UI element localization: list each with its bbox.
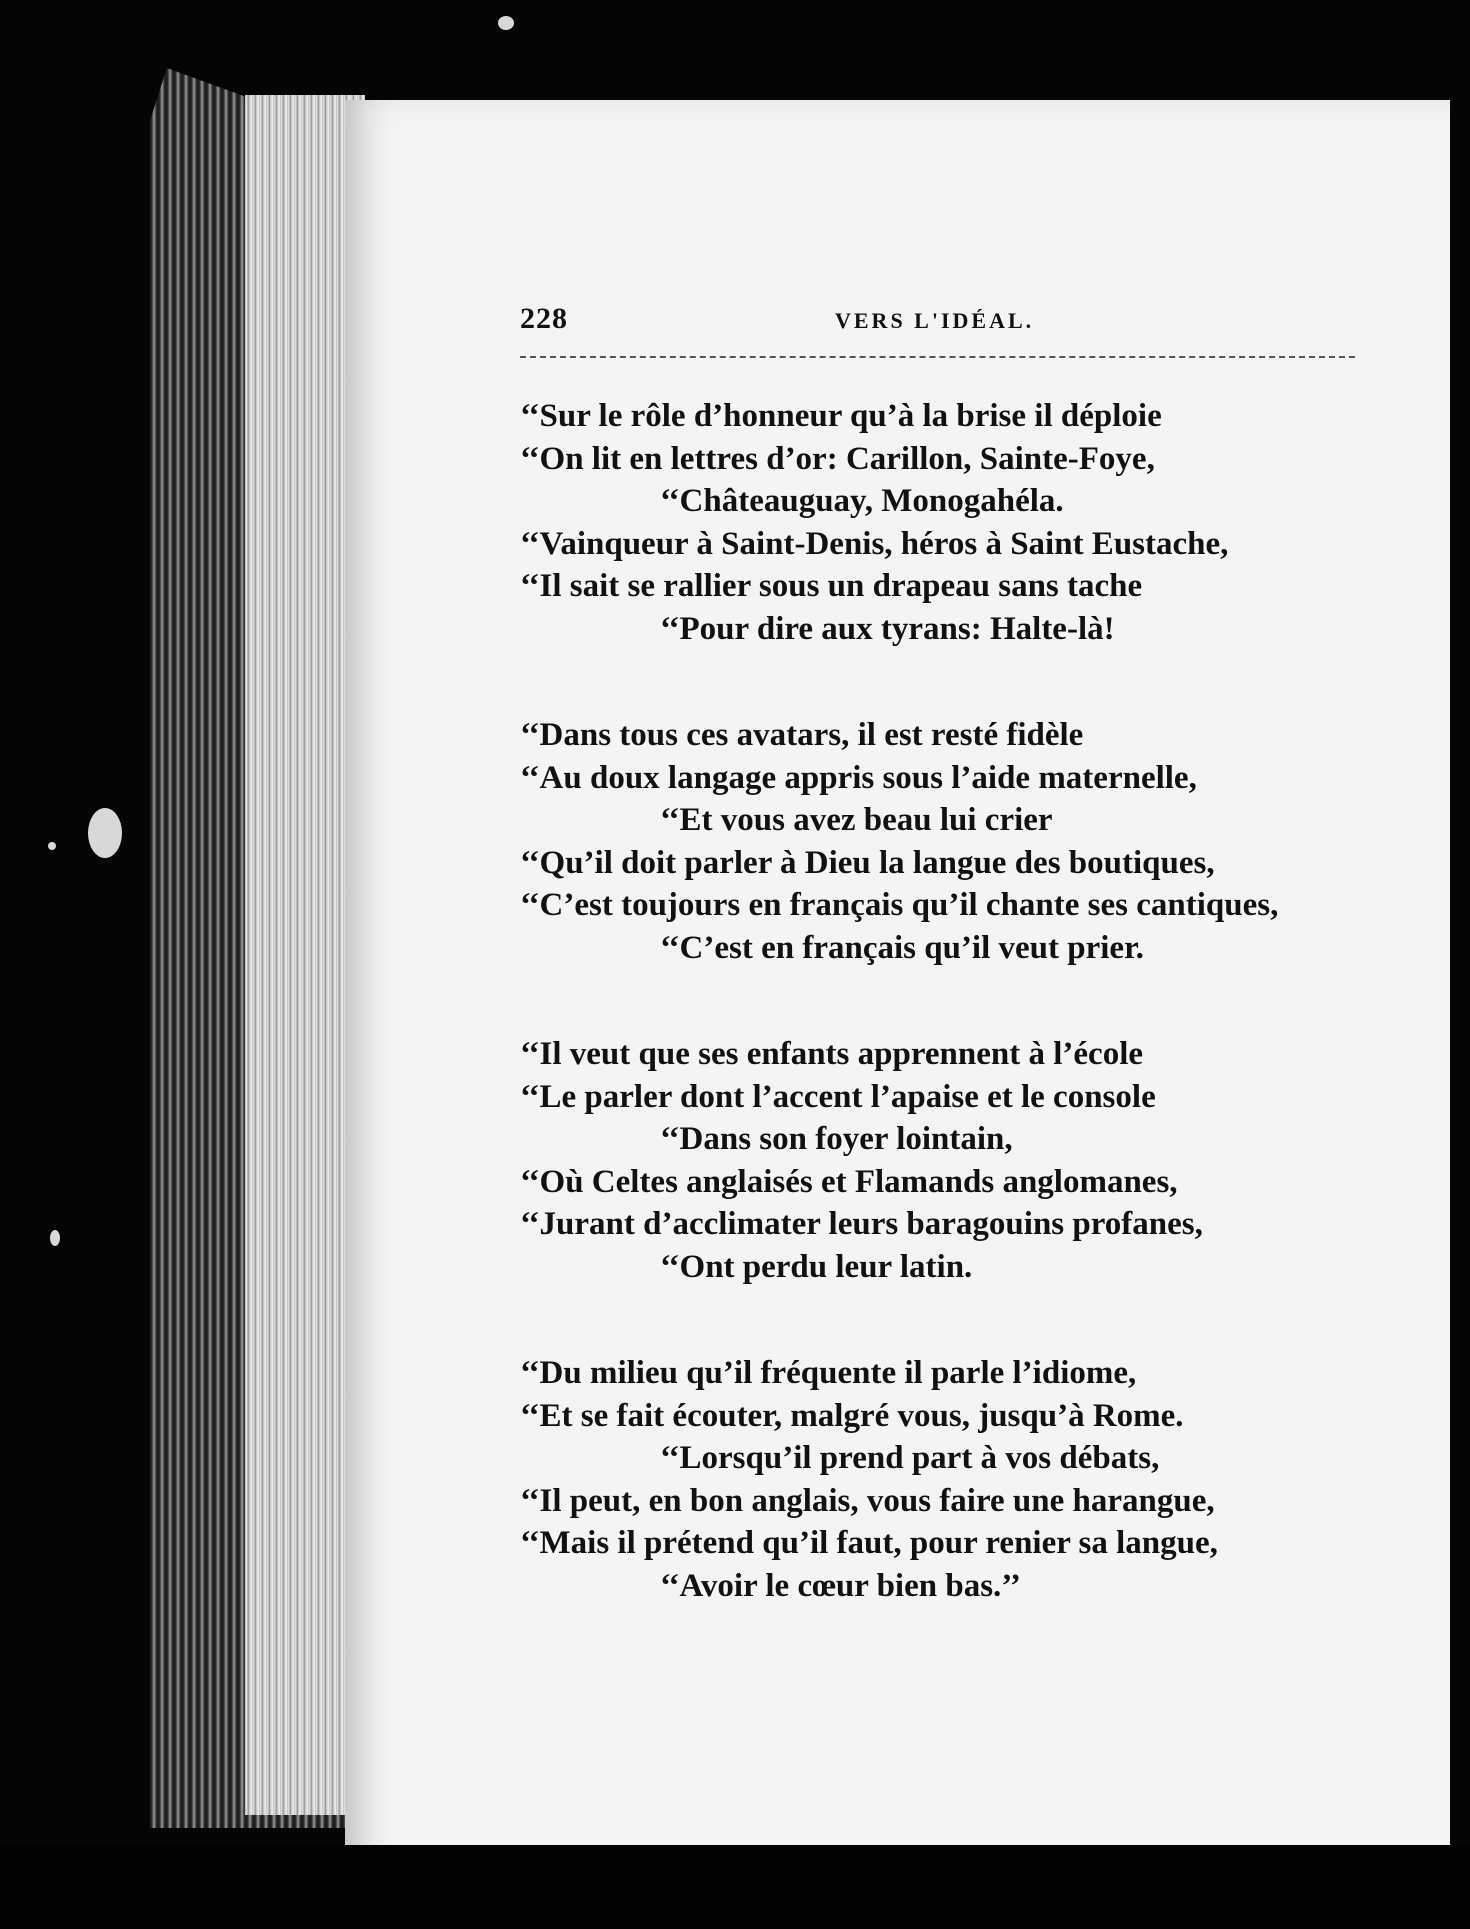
verse-line: ‘‘Et se fait écouter, malgré vous, jusqu’à Rome. (520, 1397, 1184, 1434)
verse-line: ‘‘Avoir le cœur bien bas.’’ (660, 1567, 1021, 1604)
verse-line: ‘‘Au doux langage appris sous l’aide maternelle, (520, 759, 1197, 796)
stanza (520, 395, 1380, 650)
verse-line: ‘‘Dans tous ces avatars, il est resté fidèle (520, 717, 1084, 753)
verse-line: ‘‘Il veut que ses enfants apprennent à l’école (520, 1036, 1144, 1072)
verse-line: ‘‘Et vous avez beau lui crier (660, 802, 1053, 838)
verse-line: ‘‘Lorsqu’il prend part à vos débats, (660, 1440, 1160, 1476)
verse-line: ‘‘Châteauguay, Monogahéla. (660, 483, 1064, 519)
verse-line: ‘‘Du milieu qu’il fréquente il parle l’idiome, (520, 1355, 1137, 1391)
verse-line: ‘‘Il peut, en bon anglais, vous faire une harangue, (520, 1482, 1215, 1519)
stanza (520, 1033, 1380, 1288)
dust-speck (48, 842, 56, 850)
verse-line: ‘‘C’est en français qu’il veut prier. (660, 929, 1144, 966)
dust-speck (88, 808, 122, 858)
dust-speck (498, 16, 514, 30)
verse-line: ‘‘C’est toujours en français qu’il chante ses cantiques, (520, 887, 1279, 923)
verse-line: ‘‘Qu’il doit parler à Dieu la langue des boutiques, (520, 844, 1215, 881)
verse-line: ‘‘Dans son foyer lointain, (660, 1121, 1013, 1157)
verse-line: ‘‘Où Celtes anglaisés et Flamands anglomanes, (520, 1163, 1178, 1200)
verse-line: ‘‘Il sait se rallier sous un drapeau sans tache (520, 568, 1143, 604)
verse-line: ‘‘On lit en lettres d’or: Carillon, Sainte-Foye, (520, 440, 1155, 477)
header-rule (520, 356, 1355, 358)
verse-line: ‘‘Mais il prétend qu’il faut, pour renier sa langue, (520, 1525, 1218, 1561)
verse-line: ‘‘Le parler dont l’accent l’apaise et le console (520, 1078, 1156, 1115)
stanza (520, 714, 1380, 969)
verse-line: ‘‘Sur le rôle d’honneur qu’à la brise il déploie (520, 398, 1162, 434)
page-number: 228 (520, 302, 568, 335)
verse-line: ‘‘Ont perdu leur latin. (660, 1248, 973, 1285)
stanza (520, 1352, 1380, 1607)
poem-body (520, 395, 1380, 1671)
verse-line: ‘‘Pour dire aux tyrans: Halte-là! (660, 610, 1115, 647)
dust-speck (50, 1230, 60, 1246)
page-header (520, 302, 1360, 342)
scan-bottom-margin (0, 1845, 1470, 1929)
verse-line: ‘‘Jurant d’acclimater leurs baragouins profanes, (520, 1206, 1203, 1242)
running-title: VERS L'IDÉAL. (835, 308, 1035, 333)
verse-line: ‘‘Vainqueur à Saint-Denis, héros à Saint Eustache, (520, 525, 1229, 562)
